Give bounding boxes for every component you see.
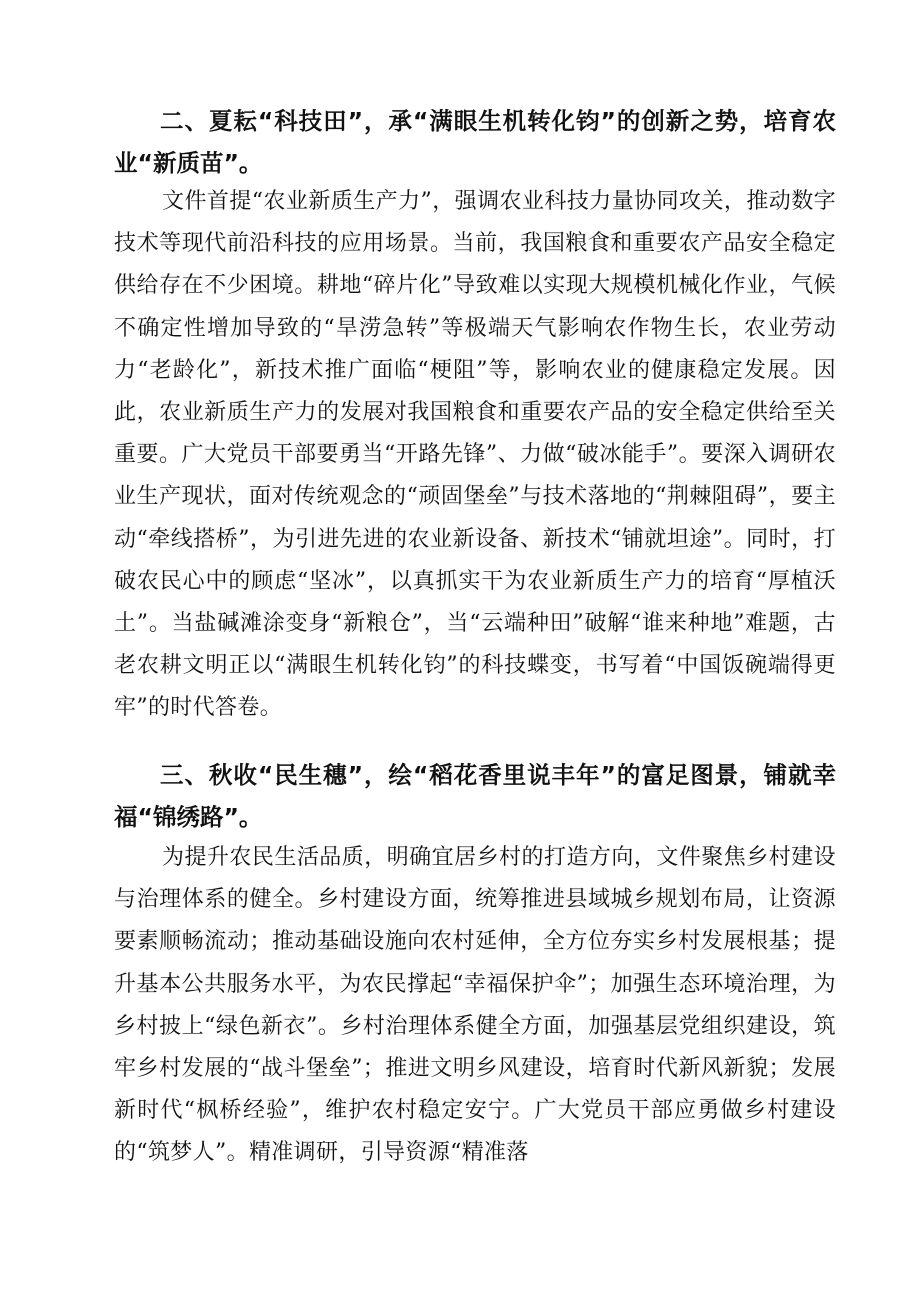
section-body-autumn: 为提升农民生活品质，明确宜居乡村的打造方向，文件聚焦乡村建设与治理体系的健全。乡村建设方面，统筹推进县域城乡规划布局，让资源要素顺畅流动；推动基础设施向农村延伸，全方位夯实乡村发展根基；提升基本公共服务水平，为农民撑起“幸福保护伞”；加强生态环境治理，为乡村披上“绿色新衣”。乡村治理体系健全方面，加强基层党组织建设，筑牢乡村发展的“战斗堡垒”；推进文明乡风建设，培育时代新风新貌；发展新时代“枫桥经验”，维护农村稳定安宁。广大党员干部应勇做乡村建设的“筑梦人”。精准调研，引导资源“精准落 xyxy=(114,845,836,1166)
section-body-summer: 文件首提“农业新质生产力”，强调农业科技力量协同攻关，推动数字技术等现代前沿科技的应用场景。当前，我国粮食和重要农产品安全稳定供给存在不少困境。耕地“碎片化”导致难以实现大规模机械化作业，气候不确定性增加导致的“旱涝急转”等极端天气影响农作物生长，农业劳动力“老龄化”，新技术推广面临“梗阻”等，影响农业的健康稳定发展。因此，农业新质生产力的发展对我国粮食和重要农产品的安全稳定供给至关重要。广大党员干部要勇当“开路先锋”、力做“破冰能手”。要深入调研农业生产现状，面对传统观念的“顽固堡垒”与技术落地的“荆棘阻碍”，要主动“牵线搭桥”，为引进先进的农业新设备、新技术“铺就坦途”。同时，打破农民心中的顾虑“坚冰”，以真抓实干为农业新质生产力的培育“厚植沃土”。当盐碱滩涂变身“新粮仓”，当“云端种田”破解“谁来种地”难题，古老农耕文明正以“满眼生机转化钧”的科技蝶变，书写着“中国饭碗端得更牢”的时代答卷。 xyxy=(114,189,836,721)
section-heading-summer: 二、夏耘“科技田”，承“满眼生机转化钧”的创新之势，培育农业“新质苗”。 xyxy=(114,107,836,177)
section-heading-autumn: 三、秋收“民生穗”，绘“稻花香里说丰年”的富足图景，铺就幸福“锦绣路”。 xyxy=(114,761,836,831)
